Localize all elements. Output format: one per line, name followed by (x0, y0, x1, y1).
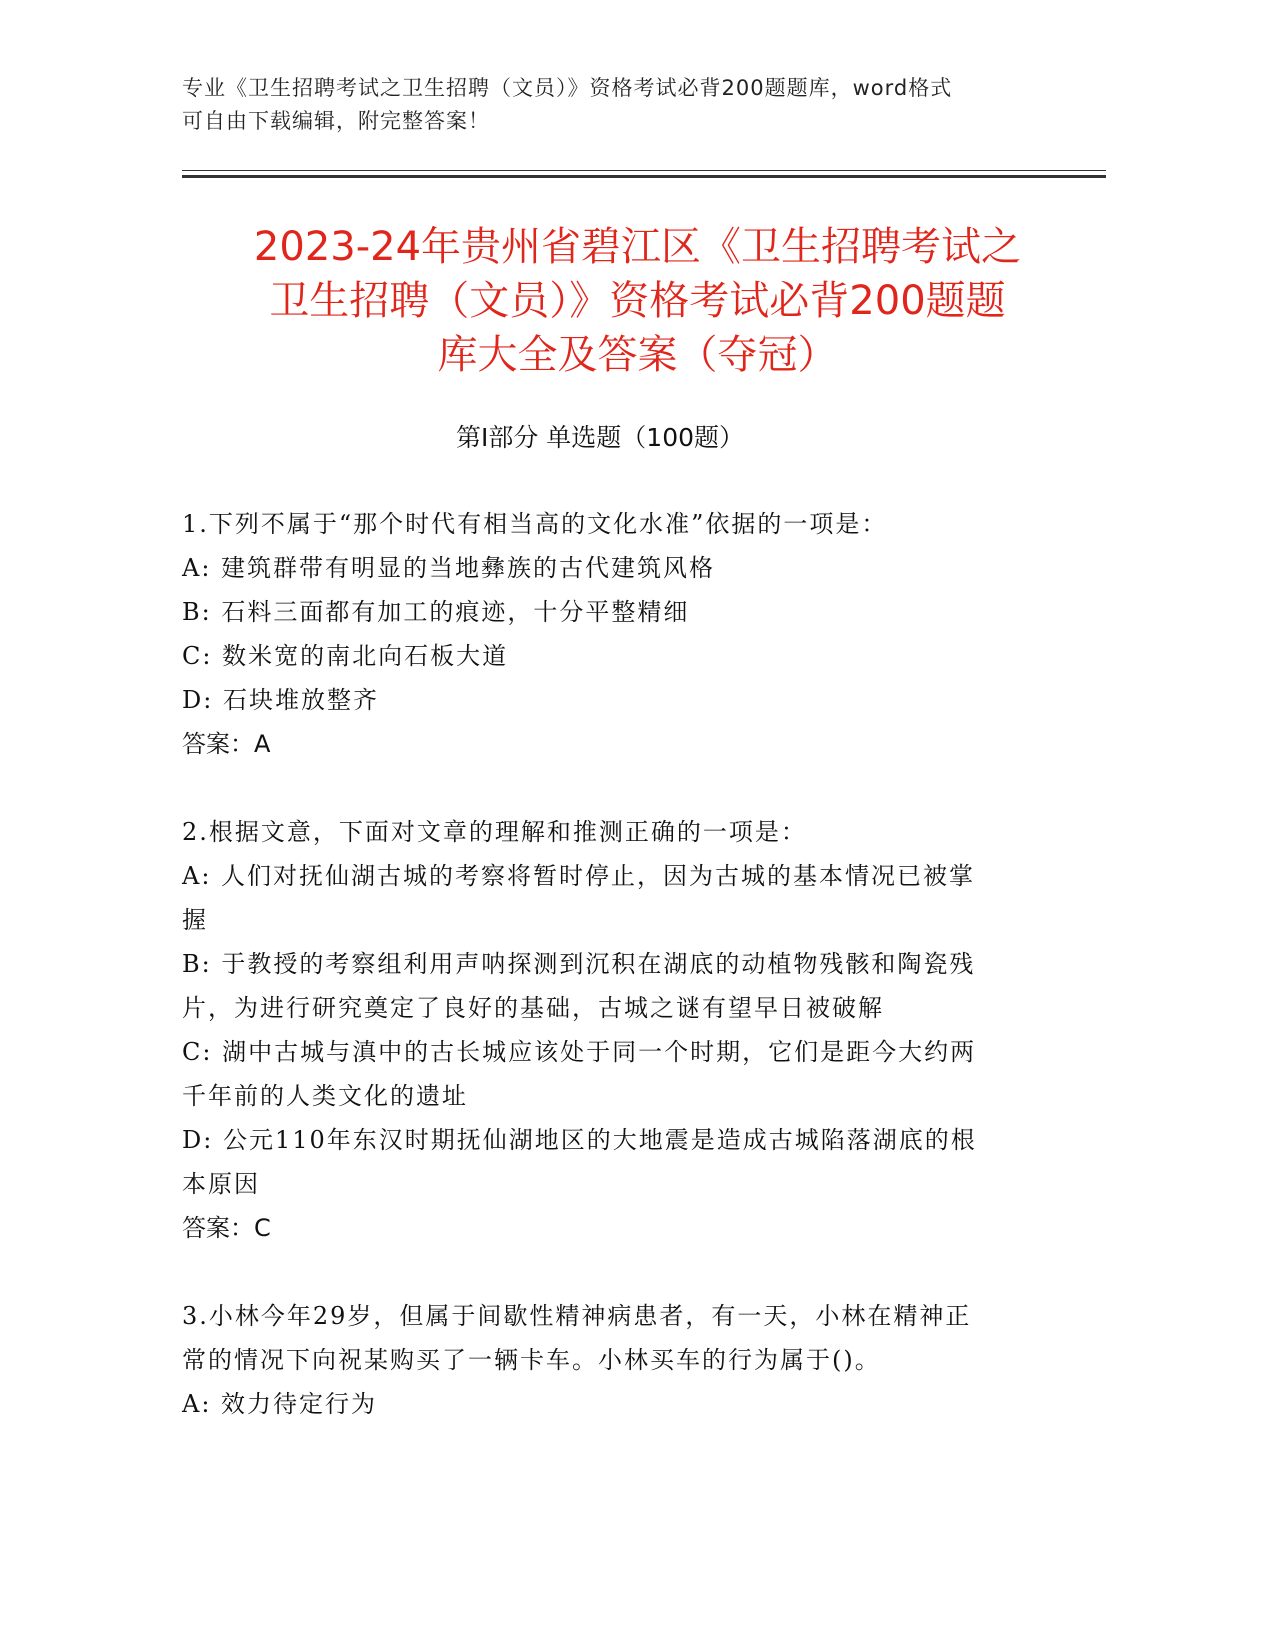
option-a-continued: 握 (182, 906, 208, 934)
option-d: D: 公元110年东汉时期抚仙湖地区的大地震是造成古城陷落湖底的根 (182, 1126, 977, 1154)
option-c-continued: 千年前的人类文化的遗址 (182, 1082, 468, 1110)
header-divider-thick (182, 175, 1106, 178)
answer: 答案：C (182, 1214, 271, 1242)
question (182, 1294, 1042, 1426)
answer: 答案：A (182, 730, 271, 758)
option-c: C: 数米宽的南北向石板大道 (182, 642, 509, 670)
header-note-line: 专业《卫生招聘考试之卫生招聘（文员）》资格考试必背200题题库，word格式 (182, 76, 953, 100)
question-list (182, 502, 1042, 1426)
option-a: A: 人们对抚仙湖古城的考察将暂时停止，因为古城的基本情况已被掌 (182, 862, 976, 890)
question-stem-continued: 常的情况下向祝某购买了一辆卡车。小林买车的行为属于()。 (182, 1346, 881, 1374)
option-b-continued: 片，为进行研究奠定了良好的基础，古城之谜有望早日被破解 (182, 994, 884, 1022)
option-a: A: 效力待定行为 (182, 1390, 378, 1418)
option-c: C: 湖中古城与滇中的古长城应该处于同一个时期，它们是距今大约两 (182, 1038, 977, 1066)
question-gap (182, 766, 1042, 810)
option-b: B: 于教授的考察组利用声呐探测到沉积在湖底的动植物残骸和陶瓷残 (182, 950, 976, 978)
option-a: A: 建筑群带有明显的当地彝族的古代建筑风格 (182, 554, 716, 582)
document-title-line: 库大全及答案（夺冠） (437, 332, 838, 378)
section-heading: 第Ⅰ部分 单选题（100题） (455, 423, 745, 452)
question (182, 502, 1042, 766)
option-d-continued: 本原因 (182, 1170, 260, 1198)
question-stem: 3.小林今年29岁，但属于间歇性精神病患者，有一天，小林在精神正 (182, 1302, 972, 1330)
question-stem: 1.下列不属于“那个时代有相当高的文化水准”依据的一项是： (182, 510, 888, 538)
document-title (160, 220, 1115, 382)
header-note (182, 72, 1062, 138)
header-divider-thin (182, 170, 1106, 171)
option-d: D: 石块堆放整齐 (182, 686, 379, 714)
question-gap (182, 1250, 1042, 1294)
header-note-line: 可自由下载编辑，附完整答案！ (182, 109, 490, 133)
document-title-line: 卫生招聘（文员）》资格考试必背200题题 (269, 278, 1006, 324)
question (182, 810, 1042, 1250)
option-b: B: 石料三面都有加工的痕迹，十分平整精细 (182, 598, 690, 626)
document-title-line: 2023-24年贵州省碧江区《卫生招聘考试之 (253, 224, 1022, 270)
question-stem: 2.根据文意，下面对文章的理解和推测正确的一项是： (182, 818, 807, 846)
